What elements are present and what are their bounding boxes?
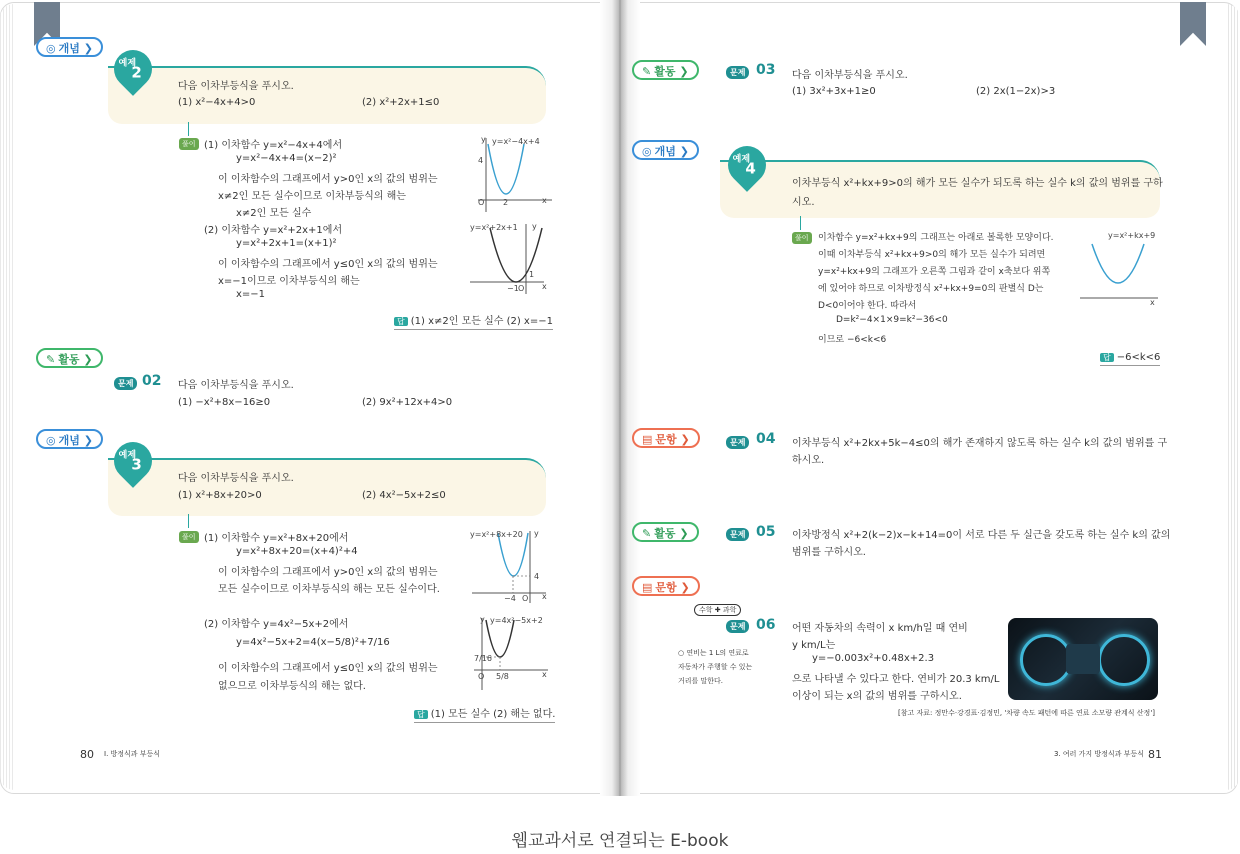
- solution-tag: 풀이: [179, 138, 199, 150]
- example-3-part-1: (1) x²+8x+20>0: [178, 490, 262, 501]
- example-2-part-2: (2) x²+2x+1≤0: [362, 97, 440, 108]
- axis-label: y: [480, 615, 485, 624]
- problem-number: 03: [756, 62, 776, 78]
- axis-label: y: [532, 222, 537, 231]
- graph-label: y=4x²−5x+2: [490, 616, 543, 625]
- solution-line: (1) 이차함수 y=x²+8x+20에서: [204, 533, 349, 544]
- axis-label: y: [534, 529, 539, 538]
- problem-part-2: (2) 2x(1−2x)>3: [976, 86, 1056, 97]
- tick-label: 7/16: [474, 654, 492, 663]
- axis-label: x: [542, 592, 547, 601]
- axis-label: x: [1150, 298, 1155, 307]
- problem-pill: 문제: [726, 620, 749, 633]
- solution-line: x≠2인 모든 실수: [236, 208, 312, 219]
- solution-line: 이므로 −6<k<6: [818, 335, 887, 345]
- axis-label: x: [542, 670, 547, 679]
- page-edges-right: [1226, 4, 1240, 790]
- solution-line: y=x²+kx+9의 그래프가 오른쪽 그림과 같이 x축보다 위쪽: [818, 267, 1051, 277]
- solution-line: 이 이차함수의 그래프에서 y>0인 x의 값의 범위는: [218, 567, 438, 578]
- footer-chapter: 3. 여러 가지 방정식과 부등식: [1054, 750, 1144, 758]
- problem-formula: y=−0.003x²+0.48x+2.3: [812, 653, 935, 664]
- activity-tag[interactable]: ✎ 활동 ❯: [632, 522, 699, 542]
- answer-line: 답 −6<k<6: [1100, 352, 1160, 366]
- problem-question: 으로 나타낼 수 있다고 한다. 연비가 20.3 km/L: [792, 674, 1000, 685]
- question-tag[interactable]: ▤ 문항 ❯: [632, 576, 700, 596]
- connector-line: [800, 216, 801, 230]
- document-icon: ▤: [642, 581, 653, 594]
- solution-line: D<0이어야 한다. 따라서: [818, 301, 917, 311]
- example-3-badge: 예제 3: [106, 434, 160, 488]
- speedometer-gauge: [1020, 634, 1072, 686]
- solution-line: 이 이차함수의 그래프에서 y≤0인 x의 값의 범위는: [218, 663, 438, 674]
- example-2-badge: 예제 2: [106, 42, 160, 96]
- solution-line: 이때 이차부등식 x²+kx+9>0의 해가 모든 실수가 되려면: [818, 250, 1046, 260]
- lightbulb-icon: ◎: [642, 145, 652, 158]
- question-tag[interactable]: ▤ 문항 ❯: [632, 428, 700, 448]
- solution-line: 이 이차함수의 그래프에서 y≤0인 x의 값의 범위는: [218, 259, 438, 270]
- tick-label: −1: [507, 284, 519, 293]
- problem-pill: 문제: [726, 66, 749, 79]
- solution-line: 없으므로 이차부등식의 해는 없다.: [218, 681, 366, 692]
- reference-note: [참고 자료: 정만수·강경표·김정민, '차량 속도 패턴에 따른 연료 소모량 관계식 산정']: [898, 709, 1155, 717]
- origin-label: O: [478, 198, 485, 207]
- tick-label: 5/8: [496, 672, 509, 681]
- example-4-question: 시오.: [792, 197, 815, 208]
- solution-line: 에 있어야 하므로 이차방정식 x²+kx+9=0의 판별식 D는: [818, 284, 1044, 294]
- solution-line: (1) 이차함수 y=x²−4x+4에서: [204, 140, 343, 151]
- example-2-box: [108, 66, 546, 124]
- example-2-question: 다음 이차부등식을 푸시오.: [178, 81, 294, 92]
- tick-label: −4: [504, 594, 516, 603]
- graph-label: y=x²+kx+9: [1108, 231, 1156, 240]
- problem-number: 02: [142, 373, 162, 389]
- solution-line: y=x²+8x+20=(x+4)²+4: [236, 546, 358, 557]
- subject-badge: 수학 ✚ 과학: [694, 604, 741, 616]
- concept-tag[interactable]: ◎ 개념 ❯: [632, 140, 699, 160]
- answer-line: 답 (1) 모든 실수 (2) 해는 없다.: [414, 705, 555, 723]
- solution-line: (2) 이차함수 y=x²+2x+1에서: [204, 225, 343, 236]
- problem-question: 하시오.: [792, 455, 825, 466]
- solution-tag: 풀이: [179, 531, 199, 543]
- answer-line: 답 (1) x≠2인 모든 실수 (2) x=−1: [394, 312, 553, 330]
- pencil-icon: ✎: [642, 65, 652, 78]
- concept-tag[interactable]: ◎ 개념 ❯: [36, 37, 103, 57]
- graph-label: y=x²−4x+4: [492, 137, 540, 146]
- graph-label: y=x²+8x+20: [470, 530, 523, 539]
- problem-part-1: (1) 3x²+3x+1≥0: [792, 86, 876, 97]
- connector-line: [188, 514, 189, 528]
- solution-line: y=4x²−5x+2=4(x−5/8)²+7/16: [236, 637, 390, 648]
- dashboard-display: [1066, 644, 1100, 674]
- side-note: ○ 연비는 1 L의 연료로: [678, 649, 749, 657]
- example-4-box: [720, 160, 1160, 218]
- solution-line: x=−1: [236, 289, 266, 300]
- activity-tag[interactable]: ✎ 활동 ❯: [632, 60, 699, 80]
- problem-question: y km/L는: [792, 640, 836, 651]
- page-number: 80: [80, 748, 94, 761]
- tick-label: 4: [534, 572, 540, 581]
- example-3-box: [108, 458, 546, 516]
- origin-label: O: [518, 284, 525, 293]
- activity-tag[interactable]: ✎ 활동 ❯: [36, 348, 103, 368]
- axis-label: x: [542, 282, 547, 291]
- solution-line: x=−1이므로 이차부등식의 해는: [218, 276, 360, 287]
- origin-label: O: [478, 672, 485, 681]
- tick-label: 2: [503, 198, 509, 207]
- problem-part-1: (1) −x²+8x−16≥0: [178, 397, 271, 408]
- problem-question: 다음 이차부등식을 푸시오.: [178, 380, 294, 391]
- book-spine: [600, 0, 640, 796]
- solution-tag: 풀이: [792, 232, 812, 244]
- lightbulb-icon: ◎: [46, 42, 56, 55]
- solution-line: (2) 이차함수 y=4x²−5x+2에서: [204, 619, 349, 630]
- solution-line: 이차함수 y=x²+kx+9의 그래프는 아래로 볼록한 모양이다.: [818, 233, 1054, 243]
- page-edges-left: [0, 4, 14, 790]
- problem-number: 04: [756, 431, 776, 447]
- origin-label: O: [522, 594, 529, 603]
- problem-number: 05: [756, 524, 776, 540]
- caption: 웹교과서로 연결되는 E-book: [511, 831, 729, 851]
- problem-question: 이상이 되는 x의 값의 범위를 구하시오.: [792, 691, 962, 702]
- problem-number: 06: [756, 617, 776, 633]
- tachometer-gauge: [1098, 634, 1150, 686]
- tick-label: 4: [478, 156, 484, 165]
- lightbulb-icon: ◎: [46, 434, 56, 447]
- problem-question: 이차부등식 x²+2kx+5k−4≤0의 해가 존재하지 않도록 하는 실수 k의 값의 범위를 구: [792, 438, 1168, 449]
- problem-question: 다음 이차부등식을 푸시오.: [792, 70, 908, 81]
- connector-line: [188, 122, 189, 136]
- document-icon: ▤: [642, 433, 653, 446]
- footer-chapter: Ⅰ. 방정식과 부등식: [104, 750, 161, 758]
- solution-line: 이 이차함수의 그래프에서 y>0인 x의 값의 범위는: [218, 174, 438, 185]
- pencil-icon: ✎: [46, 353, 56, 366]
- car-dashboard-image: [1008, 618, 1158, 700]
- tick-label: 1: [529, 270, 535, 279]
- side-note: 자동차가 주행할 수 있는: [678, 663, 753, 671]
- example-3-question: 다음 이차부등식을 푸시오.: [178, 473, 294, 484]
- concept-tag[interactable]: ◎ 개념 ❯: [36, 429, 103, 449]
- graph-parabola-ex4: [1076, 236, 1160, 308]
- page-number: 81: [1148, 748, 1162, 761]
- solution-line: y=x²−4x+4=(x−2)²: [236, 153, 337, 164]
- problem-pill: 문제: [726, 528, 749, 541]
- axis-label: x: [542, 196, 547, 205]
- side-note: 거리를 말한다.: [678, 677, 724, 685]
- pencil-icon: ✎: [642, 527, 652, 540]
- problem-question: 범위를 구하시오.: [792, 547, 866, 558]
- problem-pill: 문제: [114, 377, 137, 390]
- example-4-question: 이차부등식 x²+kx+9>0의 해가 모든 실수가 되도록 하는 실수 k의 값의 범위를 구하: [792, 178, 1163, 189]
- example-2-part-1: (1) x²−4x+4>0: [178, 97, 256, 108]
- solution-line: D=k²−4×1×9=k²−36<0: [836, 315, 948, 325]
- problem-part-2: (2) 9x²+12x+4>0: [362, 397, 453, 408]
- solution-line: x≠2인 모든 실수이므로 이차부등식의 해는: [218, 191, 406, 202]
- problem-pill: 문제: [726, 436, 749, 449]
- problem-question: 어떤 자동차의 속력이 x km/h일 때 연비: [792, 623, 968, 634]
- solution-line: y=x²+2x+1=(x+1)²: [236, 238, 337, 249]
- problem-question: 이차방정식 x²+2(k−2)x−k+14=0이 서로 다른 두 실근을 갖도록 하는 실수 k의 값의: [792, 530, 1171, 541]
- example-3-part-2: (2) 4x²−5x+2≤0: [362, 490, 446, 501]
- axis-label: y: [481, 135, 486, 144]
- graph-label: y=x²+2x+1: [470, 223, 518, 232]
- example-4-badge: 예제 4: [720, 138, 774, 192]
- solution-line: 모든 실수이므로 이차부등식의 해는 모든 실수이다.: [218, 584, 440, 595]
